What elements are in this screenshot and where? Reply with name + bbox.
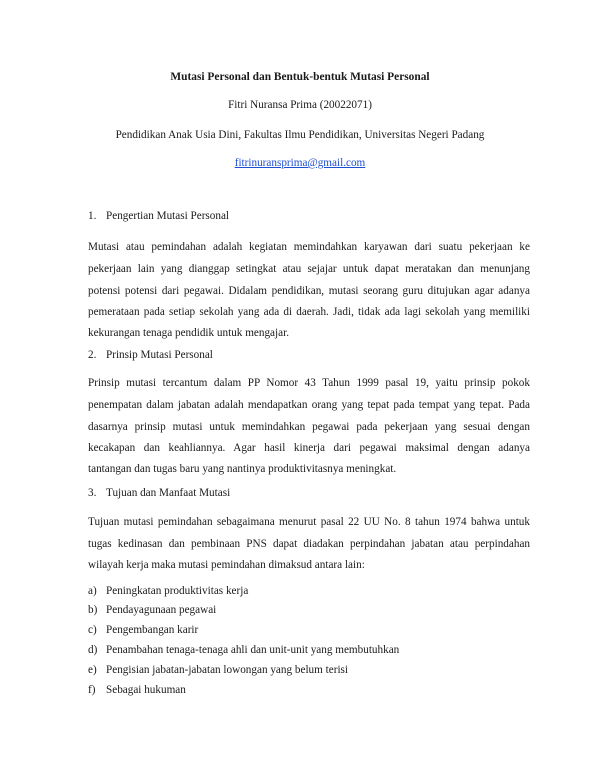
section-heading-text: Pengertian Mutasi Personal bbox=[106, 210, 230, 222]
paragraph-line: kecakapan dan keahliannya. Agar hasil kinerja dari pegawai maksimal dengan adanya bbox=[88, 442, 530, 454]
section-number: 2. bbox=[88, 349, 97, 361]
list-item-text: Sebagai hukuman bbox=[106, 684, 186, 696]
paragraph-line: Prinsip mutasi tercantum dalam PP Nomor 43 Tahun 1999 pasal 19, yaitu prinsip pokok bbox=[88, 377, 530, 389]
section-heading-text: Tujuan dan Manfaat Mutasi bbox=[106, 487, 231, 499]
paragraph-line: Tujuan mutasi pemindahan sebagaimana menurut pasal 22 UU No. 8 tahun 1974 bahwa untuk bbox=[88, 516, 530, 528]
section-number: 3. bbox=[88, 487, 97, 499]
paragraph-line: potensi potensi dari pegawai. Didalam pendidikan, mutasi seorang guru ditujukan agar adanya bbox=[88, 285, 530, 297]
paragraph-line: dasarnya prinsip mutasi untuk memindahkan pegawai pada pekerjaan yang sesuai dengan bbox=[88, 421, 530, 433]
list-item-text: Pengembangan karir bbox=[106, 624, 199, 636]
paragraph-line: tugas kedinasan dan pembinaan PNS dapat diadakan perpindahan jabatan atau perpindahan bbox=[88, 538, 530, 550]
paragraph-line: kekurangan tenaga pendidik untuk mengajar. bbox=[88, 327, 289, 339]
section-number: 1. bbox=[88, 210, 97, 222]
list-item-text: Penambahan tenaga-tenaga ahli dan unit-unit yang membutuhkan bbox=[106, 644, 400, 656]
paragraph-line: pemerataan pada setiap sekolah yang ada di daerah. Jadi, tidak ada lagi sekolah yang memiliki bbox=[88, 306, 530, 318]
list-item-text: Pendayagunaan pegawai bbox=[106, 604, 217, 616]
list-marker: b) bbox=[88, 604, 98, 616]
list-marker: e) bbox=[88, 664, 97, 676]
author-line: Fitri Nuransa Prima (20022071) bbox=[228, 99, 372, 111]
list-item-text: Pengisian jabatan-jabatan lowongan yang belum terisi bbox=[106, 664, 349, 676]
email-link[interactable]: fitrinuransprima@gmail.com bbox=[234, 157, 366, 169]
section-heading-text: Prinsip Mutasi Personal bbox=[106, 349, 213, 361]
affiliation-line: Pendidikan Anak Usia Dini, Fakultas Ilmu Pendidikan, Universitas Negeri Padang bbox=[115, 129, 485, 141]
list-marker: c) bbox=[88, 624, 97, 636]
email-link-wrapper bbox=[0, 156, 600, 170]
paragraph-line: pekerjaan lain yang dianggap setingkat atau sejajar untuk dapat meratakan dan menunjang bbox=[88, 263, 530, 275]
document-title: Mutasi Personal dan Bentuk-bentuk Mutasi Personal bbox=[170, 71, 430, 83]
paragraph-line: wilayah kerja maka mutasi pemindahan dimaksud antara lain: bbox=[88, 559, 365, 571]
list-marker: f) bbox=[88, 684, 96, 696]
list-marker: d) bbox=[88, 644, 98, 656]
paragraph-line: Mutasi atau pemindahan adalah kegiatan memindahkan karyawan dari suatu pekerjaan ke bbox=[88, 241, 530, 253]
paragraph-line: penempatan dalam jabatan adalah mendapatkan orang yang tepat pada tempat yang tepat. Pada bbox=[88, 399, 530, 411]
paragraph-line: tantangan dan tugas baru yang nantinya produktivitasnya meningkat. bbox=[88, 463, 397, 475]
list-marker: a) bbox=[88, 585, 97, 597]
list-item-text: Peningkatan produktivitas kerja bbox=[106, 585, 249, 597]
